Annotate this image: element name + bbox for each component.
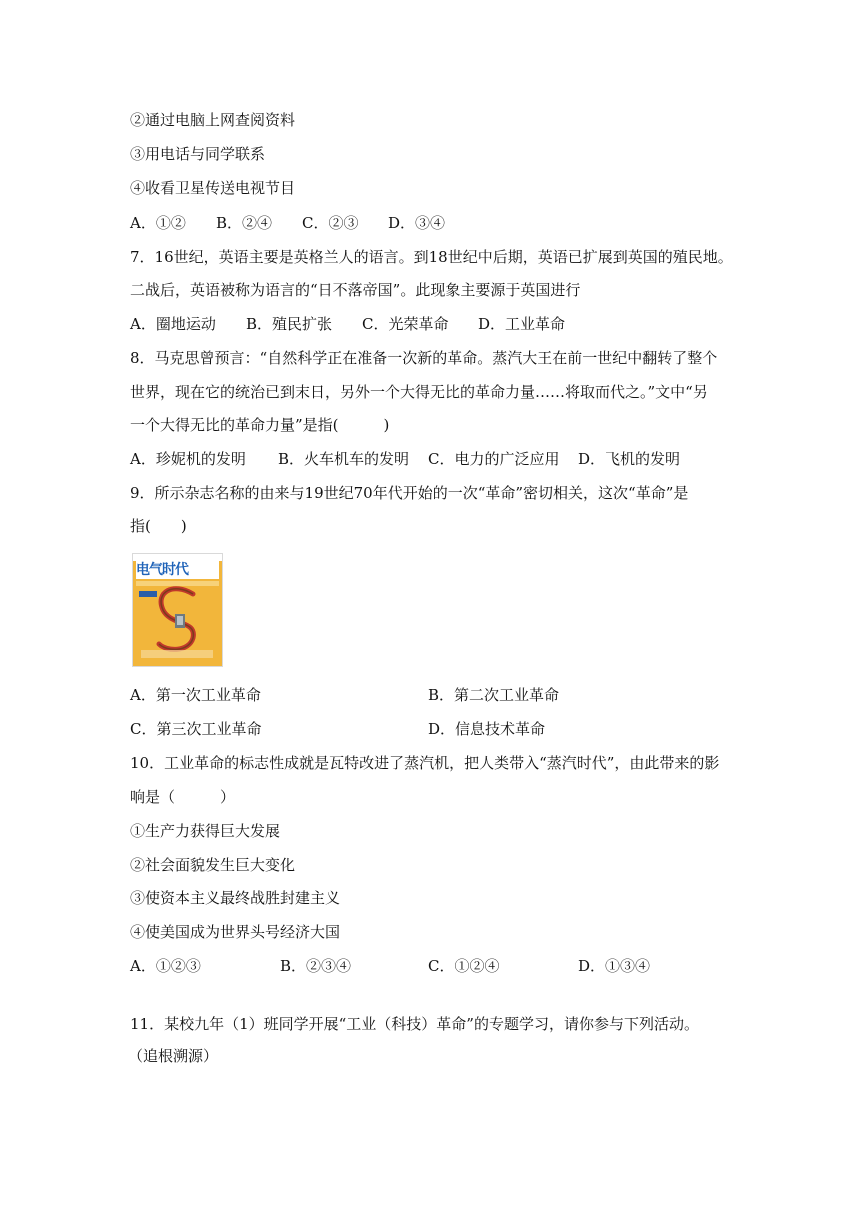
magazine-cover-graphic bbox=[133, 554, 222, 666]
magazine-title: 电气时代 bbox=[136, 561, 219, 579]
q7-option-b: B．殖民扩张 bbox=[246, 315, 333, 333]
q8-option-b: B．火车机车的发明 bbox=[278, 450, 410, 468]
q6-option-b: B．②④ bbox=[216, 214, 273, 232]
magazine-cover-image bbox=[132, 553, 223, 667]
q9-stem-line2: 指( ) bbox=[130, 517, 187, 535]
q10-stem-line2: 响是（ ） bbox=[130, 788, 236, 806]
q10-statement-4: ④使美国成为世界头号经济大国 bbox=[130, 923, 341, 941]
q6-option-d: D．③④ bbox=[388, 214, 446, 232]
q9-option-c: C．第三次工业革命 bbox=[130, 720, 262, 738]
q8-stem-line3: 一个大得无比的革命力量”是指( ) bbox=[130, 416, 390, 434]
q6-option-a: A．①② bbox=[130, 214, 186, 232]
q11-stem-line1: 11．某校九年（1）班同学开展“工业（科技）革命”的专题学习，请你参与下列活动。 bbox=[130, 1015, 699, 1033]
q7-option-d: D．工业革命 bbox=[478, 315, 566, 333]
q10-stem-line1: 10．工业革命的标志性成就是瓦特改进了蒸汽机，把人类带入“蒸汽时代”，由此带来的影 bbox=[130, 754, 720, 772]
q10-statement-1: ①生产力获得巨大发展 bbox=[130, 822, 281, 840]
q9-stem-line1: 9．所示杂志名称的由来与19世纪70年代开始的一次“革命”密切相关，这次“革命”是 bbox=[130, 484, 689, 502]
q7-stem-line1: 7．16世纪，英语主要是英格兰人的语言。到18世纪中后期，英语已扩展到英国的殖民地。 bbox=[130, 248, 733, 266]
option-statement-4: ④收看卫星传送电视节目 bbox=[130, 179, 296, 197]
q7-option-c: C．光荣革命 bbox=[362, 315, 449, 333]
q10-statement-2: ②社会面貌发生巨大变化 bbox=[130, 856, 296, 874]
q7-option-a: A．圈地运动 bbox=[130, 315, 216, 333]
q10-option-b: B．②③④ bbox=[280, 957, 352, 975]
q8-option-d: D．飞机的发明 bbox=[578, 450, 681, 468]
q8-option-a: A．珍妮机的发明 bbox=[130, 450, 246, 468]
q6-option-c: C．②③ bbox=[302, 214, 359, 232]
q8-stem-line2: 世界，现在它的统治已到末日，另外一个大得无比的革命力量……将取而代之。”文中“另 bbox=[130, 383, 708, 401]
q9-option-d: D．信息技术革命 bbox=[428, 720, 546, 738]
q8-stem-line1: 8．马克思曾预言：“自然科学正在准备一次新的革命。蒸汽大王在前一世纪中翻转了整个 bbox=[130, 349, 718, 367]
q8-option-c: C．电力的广泛应用 bbox=[428, 450, 560, 468]
option-statement-3: ③用电话与同学联系 bbox=[130, 145, 266, 163]
q11-section-label: （追根溯源） bbox=[128, 1047, 219, 1065]
q10-statement-3: ③使资本主义最终战胜封建主义 bbox=[130, 889, 341, 907]
q7-stem-line2: 二战后，英语被称为语言的“日不落帝国”。此现象主要源于英国进行 bbox=[130, 281, 581, 299]
q10-option-c: C．①②④ bbox=[428, 957, 500, 975]
q9-option-a: A．第一次工业革命 bbox=[130, 686, 261, 704]
q9-option-b: B．第二次工业革命 bbox=[428, 686, 560, 704]
option-statement-2: ②通过电脑上网查阅资料 bbox=[130, 111, 296, 129]
q10-option-d: D．①③④ bbox=[578, 957, 651, 975]
q10-option-a: A．①②③ bbox=[130, 957, 201, 975]
